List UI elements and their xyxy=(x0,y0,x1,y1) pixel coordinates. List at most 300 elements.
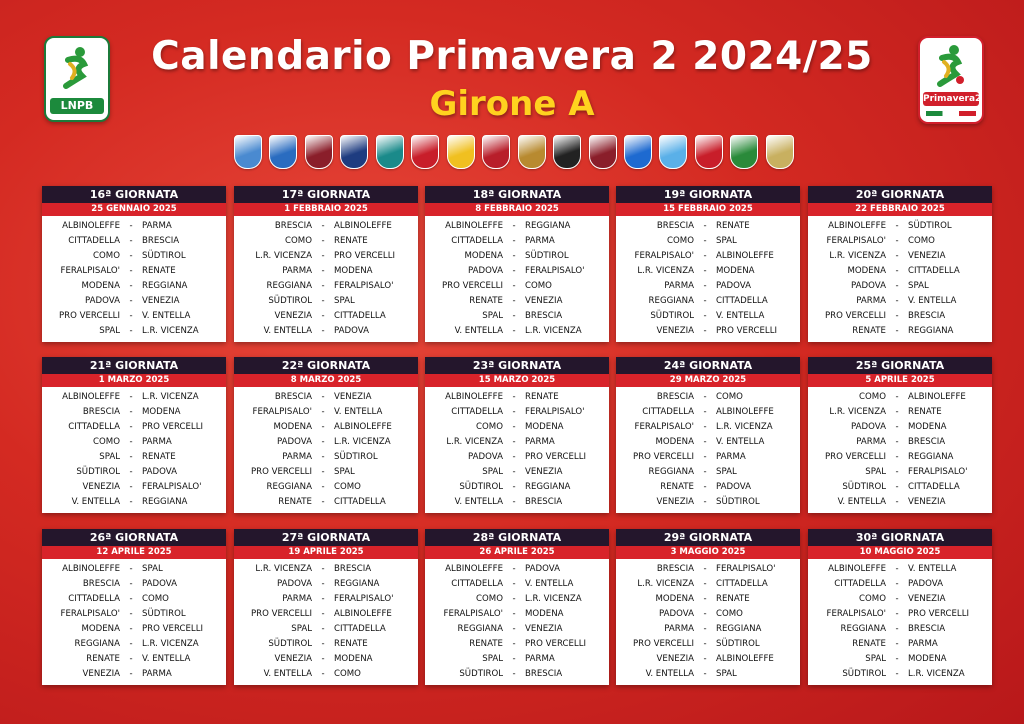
home-team: SÜDTIROL xyxy=(268,296,312,306)
match-row xyxy=(808,279,992,294)
match-row xyxy=(616,607,800,622)
away-team: REGGIANA xyxy=(334,579,380,589)
home-team: VENEZIA xyxy=(656,654,694,664)
team-crests-row xyxy=(234,134,794,170)
round-date: 3 MAGGIO 2025 xyxy=(616,546,800,559)
match-separator: - xyxy=(129,654,133,664)
match-separator: - xyxy=(129,579,133,589)
round-date: 10 MAGGIO 2025 xyxy=(808,546,992,559)
match-row xyxy=(808,495,992,510)
match-separator: - xyxy=(512,624,516,634)
round-title: 19ª GIORNATA xyxy=(616,186,800,203)
match-row xyxy=(616,249,800,264)
home-team: RENATE xyxy=(278,497,312,507)
away-team: BRESCIA xyxy=(908,437,946,447)
match-separator: - xyxy=(895,266,899,276)
match-list xyxy=(234,216,418,339)
match-separator: - xyxy=(512,326,516,336)
home-team: FERALPISALO' xyxy=(252,407,312,417)
match-row xyxy=(616,562,800,577)
away-team: ALBINOLEFFE xyxy=(908,392,966,402)
match-row xyxy=(616,667,800,682)
away-team: MODENA xyxy=(525,422,564,432)
round-card xyxy=(234,186,418,342)
round-card xyxy=(42,529,226,685)
home-team: V. ENTELLA xyxy=(263,669,312,679)
round-card xyxy=(808,186,992,342)
match-row xyxy=(42,405,226,420)
away-team: ALBINOLEFFE xyxy=(716,654,774,664)
match-row xyxy=(616,480,800,495)
match-row xyxy=(234,435,418,450)
away-team: PRO VERCELLI xyxy=(334,251,396,261)
home-team: VENEZIA xyxy=(656,326,694,336)
match-row xyxy=(42,637,226,652)
round-date: 15 FEBBRAIO 2025 xyxy=(616,203,800,216)
match-row xyxy=(808,577,992,592)
match-row xyxy=(42,435,226,450)
match-separator: - xyxy=(512,407,516,417)
home-team: RENATE xyxy=(852,639,886,649)
match-row xyxy=(425,450,609,465)
away-team: MODENA xyxy=(334,266,373,276)
match-row xyxy=(234,577,418,592)
away-team: PARMA xyxy=(525,236,555,246)
match-row xyxy=(234,309,418,324)
match-separator: - xyxy=(895,392,899,402)
team-crest-icon xyxy=(269,135,297,169)
match-list xyxy=(425,216,609,339)
match-separator: - xyxy=(895,422,899,432)
match-row xyxy=(42,420,226,435)
match-row xyxy=(808,667,992,682)
match-separator: - xyxy=(703,482,707,492)
home-team: SPAL xyxy=(865,654,886,664)
match-separator: - xyxy=(512,564,516,574)
home-team: REGGIANA xyxy=(648,467,694,477)
away-team: VENEZIA xyxy=(334,392,372,402)
home-team: SPAL xyxy=(99,326,120,336)
home-team: MODENA xyxy=(464,251,503,261)
home-team: V. ENTELLA xyxy=(454,497,503,507)
away-team: FERALPISALO' xyxy=(525,407,585,417)
home-team: BRESCIA xyxy=(274,221,312,231)
home-team: PARMA xyxy=(664,281,694,291)
away-team: V. ENTELLA xyxy=(525,579,574,589)
away-team: COMO xyxy=(525,281,552,291)
away-team: PADOVA xyxy=(334,326,369,336)
away-team: ALBINOLEFFE xyxy=(334,221,392,231)
round-card xyxy=(425,357,609,513)
away-team: CITTADELLA xyxy=(908,266,960,276)
away-team: SÜDTIROL xyxy=(908,221,952,231)
match-row xyxy=(616,622,800,637)
home-team: PARMA xyxy=(664,624,694,634)
match-row xyxy=(234,420,418,435)
home-team: SPAL xyxy=(482,311,503,321)
match-separator: - xyxy=(321,221,325,231)
home-team: COMO xyxy=(859,392,886,402)
match-separator: - xyxy=(512,422,516,432)
away-team: SÜDTIROL xyxy=(142,251,186,261)
home-team: SÜDTIROL xyxy=(842,669,886,679)
away-team: PRO VERCELLI xyxy=(525,452,587,462)
match-row xyxy=(42,249,226,264)
match-row xyxy=(616,465,800,480)
match-separator: - xyxy=(129,422,133,432)
team-crest-icon xyxy=(553,135,581,169)
match-row xyxy=(42,324,226,339)
match-separator: - xyxy=(321,236,325,246)
match-separator: - xyxy=(321,407,325,417)
away-team: CITTADELLA xyxy=(908,482,960,492)
match-separator: - xyxy=(512,311,516,321)
match-separator: - xyxy=(895,236,899,246)
match-row xyxy=(42,622,226,637)
match-list xyxy=(616,387,800,510)
match-row xyxy=(425,420,609,435)
match-separator: - xyxy=(895,311,899,321)
match-separator: - xyxy=(895,407,899,417)
match-list xyxy=(234,387,418,510)
match-separator: - xyxy=(129,392,133,402)
match-separator: - xyxy=(512,639,516,649)
match-separator: - xyxy=(129,639,133,649)
round-card xyxy=(425,529,609,685)
away-team: V. ENTELLA xyxy=(908,296,957,306)
away-team: BRESCIA xyxy=(525,669,563,679)
match-row xyxy=(808,607,992,622)
lnpb-label: LNPB xyxy=(50,98,104,114)
match-row xyxy=(42,264,226,279)
round-date: 29 MARZO 2025 xyxy=(616,374,800,387)
match-separator: - xyxy=(512,579,516,589)
match-separator: - xyxy=(895,437,899,447)
match-row xyxy=(616,637,800,652)
team-crest-icon xyxy=(589,135,617,169)
match-row xyxy=(425,435,609,450)
home-team: MODENA xyxy=(847,266,886,276)
away-team: L.R. VICENZA xyxy=(142,392,199,402)
round-date: 8 FEBBRAIO 2025 xyxy=(425,203,609,216)
match-separator: - xyxy=(129,467,133,477)
match-row xyxy=(425,592,609,607)
match-row xyxy=(616,420,800,435)
home-team: CITTADELLA xyxy=(451,579,503,589)
match-separator: - xyxy=(321,326,325,336)
home-team: MODENA xyxy=(81,281,120,291)
round-card xyxy=(234,357,418,513)
home-team: FERALPISALO' xyxy=(826,236,886,246)
away-team: SÜDTIROL xyxy=(525,251,569,261)
home-team: L.R. VICENZA xyxy=(446,437,503,447)
round-card xyxy=(616,357,800,513)
page-subtitle: Girone A xyxy=(429,84,595,124)
away-team: RENATE xyxy=(142,452,176,462)
away-team: COMO xyxy=(908,236,935,246)
away-team: VENEZIA xyxy=(525,624,563,634)
match-row xyxy=(425,480,609,495)
home-team: ALBINOLEFFE xyxy=(828,564,886,574)
match-row xyxy=(425,405,609,420)
home-team: V. ENTELLA xyxy=(837,497,886,507)
home-team: FERALPISALO' xyxy=(60,266,120,276)
away-team: COMO xyxy=(142,594,169,604)
match-row xyxy=(616,294,800,309)
match-separator: - xyxy=(512,251,516,261)
match-row xyxy=(616,219,800,234)
home-team: SÜDTIROL xyxy=(650,311,694,321)
home-team: PARMA xyxy=(282,266,312,276)
home-team: RENATE xyxy=(86,654,120,664)
home-team: ALBINOLEFFE xyxy=(828,221,886,231)
away-team: PARMA xyxy=(142,221,172,231)
home-team: REGGIANA xyxy=(457,624,503,634)
home-team: PADOVA xyxy=(277,437,312,447)
away-team: CITTADELLA xyxy=(716,579,768,589)
home-team: VENEZIA xyxy=(82,482,120,492)
round-title: 20ª GIORNATA xyxy=(808,186,992,203)
home-team: CITTADELLA xyxy=(68,594,120,604)
away-team: PADOVA xyxy=(716,281,751,291)
away-team: FERALPISALO' xyxy=(334,594,394,604)
home-team: L.R. VICENZA xyxy=(255,564,312,574)
match-separator: - xyxy=(129,251,133,261)
match-row xyxy=(234,219,418,234)
match-separator: - xyxy=(895,609,899,619)
away-team: ALBINOLEFFE xyxy=(716,251,774,261)
away-team: L.R. VICENZA xyxy=(525,594,582,604)
match-row xyxy=(616,234,800,249)
match-separator: - xyxy=(703,654,707,664)
match-row xyxy=(42,219,226,234)
home-team: PRO VERCELLI xyxy=(250,467,312,477)
away-team: L.R. VICENZA xyxy=(716,422,773,432)
match-list xyxy=(234,559,418,682)
match-separator: - xyxy=(895,669,899,679)
match-row xyxy=(425,249,609,264)
match-row xyxy=(425,577,609,592)
away-team: COMO xyxy=(716,392,743,402)
match-separator: - xyxy=(321,609,325,619)
match-separator: - xyxy=(512,221,516,231)
away-team: VENEZIA xyxy=(908,594,946,604)
match-row xyxy=(808,622,992,637)
match-separator: - xyxy=(129,266,133,276)
home-team: BRESCIA xyxy=(656,392,694,402)
match-row xyxy=(808,592,992,607)
away-team: L.R. VICENZA xyxy=(908,669,965,679)
away-team: SPAL xyxy=(142,564,163,574)
match-separator: - xyxy=(895,594,899,604)
round-date: 22 FEBBRAIO 2025 xyxy=(808,203,992,216)
home-team: PARMA xyxy=(856,296,886,306)
match-row xyxy=(425,219,609,234)
away-team: BRESCIA xyxy=(334,564,372,574)
home-team: VENEZIA xyxy=(274,311,312,321)
away-team: PRO VERCELLI xyxy=(716,326,778,336)
away-team: ALBINOLEFFE xyxy=(334,422,392,432)
match-row xyxy=(808,562,992,577)
match-separator: - xyxy=(512,654,516,664)
match-row xyxy=(616,324,800,339)
match-row xyxy=(616,309,800,324)
round-date: 19 APRILE 2025 xyxy=(234,546,418,559)
home-team: PARMA xyxy=(856,437,886,447)
away-team: PRO VERCELLI xyxy=(525,639,587,649)
home-team: PARMA xyxy=(282,452,312,462)
match-row xyxy=(425,264,609,279)
away-team: REGGIANA xyxy=(142,497,188,507)
away-team: CITTADELLA xyxy=(334,624,386,634)
home-team: FERALPISALO' xyxy=(443,609,503,619)
match-separator: - xyxy=(703,392,707,402)
round-title: 16ª GIORNATA xyxy=(42,186,226,203)
match-row xyxy=(42,390,226,405)
away-team: CITTADELLA xyxy=(716,296,768,306)
match-row xyxy=(42,667,226,682)
round-date: 8 MARZO 2025 xyxy=(234,374,418,387)
match-row xyxy=(42,234,226,249)
away-team: V. ENTELLA xyxy=(716,437,765,447)
home-team: MODENA xyxy=(655,594,694,604)
home-team: SPAL xyxy=(99,452,120,462)
match-list xyxy=(42,559,226,682)
match-separator: - xyxy=(129,594,133,604)
home-team: V. ENTELLA xyxy=(71,497,120,507)
match-row xyxy=(808,294,992,309)
match-row xyxy=(42,607,226,622)
away-team: VENEZIA xyxy=(525,296,563,306)
match-separator: - xyxy=(321,392,325,402)
home-team: CITTADELLA xyxy=(68,422,120,432)
away-team: VENEZIA xyxy=(525,467,563,477)
team-crest-icon xyxy=(695,135,723,169)
home-team: PADOVA xyxy=(468,266,503,276)
round-title: 18ª GIORNATA xyxy=(425,186,609,203)
match-separator: - xyxy=(512,609,516,619)
match-separator: - xyxy=(895,482,899,492)
home-team: COMO xyxy=(667,236,694,246)
away-team: COMO xyxy=(716,609,743,619)
away-team: REGGIANA xyxy=(908,326,954,336)
match-row xyxy=(425,622,609,637)
match-row xyxy=(616,264,800,279)
away-team: RENATE xyxy=(334,236,368,246)
match-separator: - xyxy=(895,467,899,477)
away-team: PADOVA xyxy=(716,482,751,492)
match-separator: - xyxy=(895,654,899,664)
round-title: 24ª GIORNATA xyxy=(616,357,800,374)
home-team: FERALPISALO' xyxy=(634,422,694,432)
away-team: RENATE xyxy=(716,221,750,231)
match-row xyxy=(425,607,609,622)
away-team: PARMA xyxy=(142,437,172,447)
away-team: PRO VERCELLI xyxy=(142,624,204,634)
home-team: PADOVA xyxy=(468,452,503,462)
match-row xyxy=(42,450,226,465)
match-separator: - xyxy=(703,579,707,589)
match-row xyxy=(808,219,992,234)
away-team: PRO VERCELLI xyxy=(908,609,970,619)
match-separator: - xyxy=(321,251,325,261)
away-team: SPAL xyxy=(716,236,737,246)
away-team: ALBINOLEFFE xyxy=(334,609,392,619)
away-team: FERALPISALO' xyxy=(908,467,968,477)
match-separator: - xyxy=(129,497,133,507)
match-row xyxy=(425,652,609,667)
match-separator: - xyxy=(321,654,325,664)
match-row xyxy=(808,234,992,249)
home-team: PRO VERCELLI xyxy=(58,311,120,321)
team-crest-icon xyxy=(624,135,652,169)
home-team: BRESCIA xyxy=(274,392,312,402)
match-separator: - xyxy=(512,266,516,276)
match-row xyxy=(616,450,800,465)
away-team: PADOVA xyxy=(142,579,177,589)
team-crest-icon xyxy=(376,135,404,169)
round-date: 12 APRILE 2025 xyxy=(42,546,226,559)
home-team: CITTADELLA xyxy=(68,236,120,246)
match-separator: - xyxy=(321,452,325,462)
away-team: REGGIANA xyxy=(525,482,571,492)
match-row xyxy=(234,495,418,510)
away-team: FERALPISALO' xyxy=(142,482,202,492)
round-title: 30ª GIORNATA xyxy=(808,529,992,546)
round-card xyxy=(616,529,800,685)
match-row xyxy=(616,652,800,667)
home-team: L.R. VICENZA xyxy=(255,251,312,261)
home-team: L.R. VICENZA xyxy=(829,407,886,417)
round-title: 26ª GIORNATA xyxy=(42,529,226,546)
match-row xyxy=(234,249,418,264)
home-team: PADOVA xyxy=(851,422,886,432)
match-row xyxy=(808,249,992,264)
home-team: RENATE xyxy=(469,639,503,649)
match-separator: - xyxy=(703,407,707,417)
match-row xyxy=(425,637,609,652)
match-row xyxy=(234,607,418,622)
away-team: V. ENTELLA xyxy=(142,654,191,664)
match-row xyxy=(234,234,418,249)
home-team: FERALPISALO' xyxy=(634,251,694,261)
match-row xyxy=(42,562,226,577)
match-list xyxy=(425,559,609,682)
home-team: PRO VERCELLI xyxy=(632,452,694,462)
away-team: PARMA xyxy=(525,654,555,664)
match-separator: - xyxy=(129,311,133,321)
home-team: FERALPISALO' xyxy=(826,609,886,619)
home-team: SPAL xyxy=(482,654,503,664)
away-team: PARMA xyxy=(716,452,746,462)
match-list xyxy=(808,559,992,682)
match-separator: - xyxy=(703,266,707,276)
match-row xyxy=(234,450,418,465)
match-separator: - xyxy=(129,669,133,679)
home-team: CITTADELLA xyxy=(642,407,694,417)
away-team: BRESCIA xyxy=(908,311,946,321)
team-crest-icon xyxy=(659,135,687,169)
away-team: BRESCIA xyxy=(908,624,946,634)
home-team: SPAL xyxy=(291,624,312,634)
match-row xyxy=(234,390,418,405)
match-separator: - xyxy=(703,296,707,306)
match-separator: - xyxy=(512,437,516,447)
away-team: BRESCIA xyxy=(142,236,180,246)
match-row xyxy=(808,324,992,339)
match-row xyxy=(808,450,992,465)
match-separator: - xyxy=(703,422,707,432)
